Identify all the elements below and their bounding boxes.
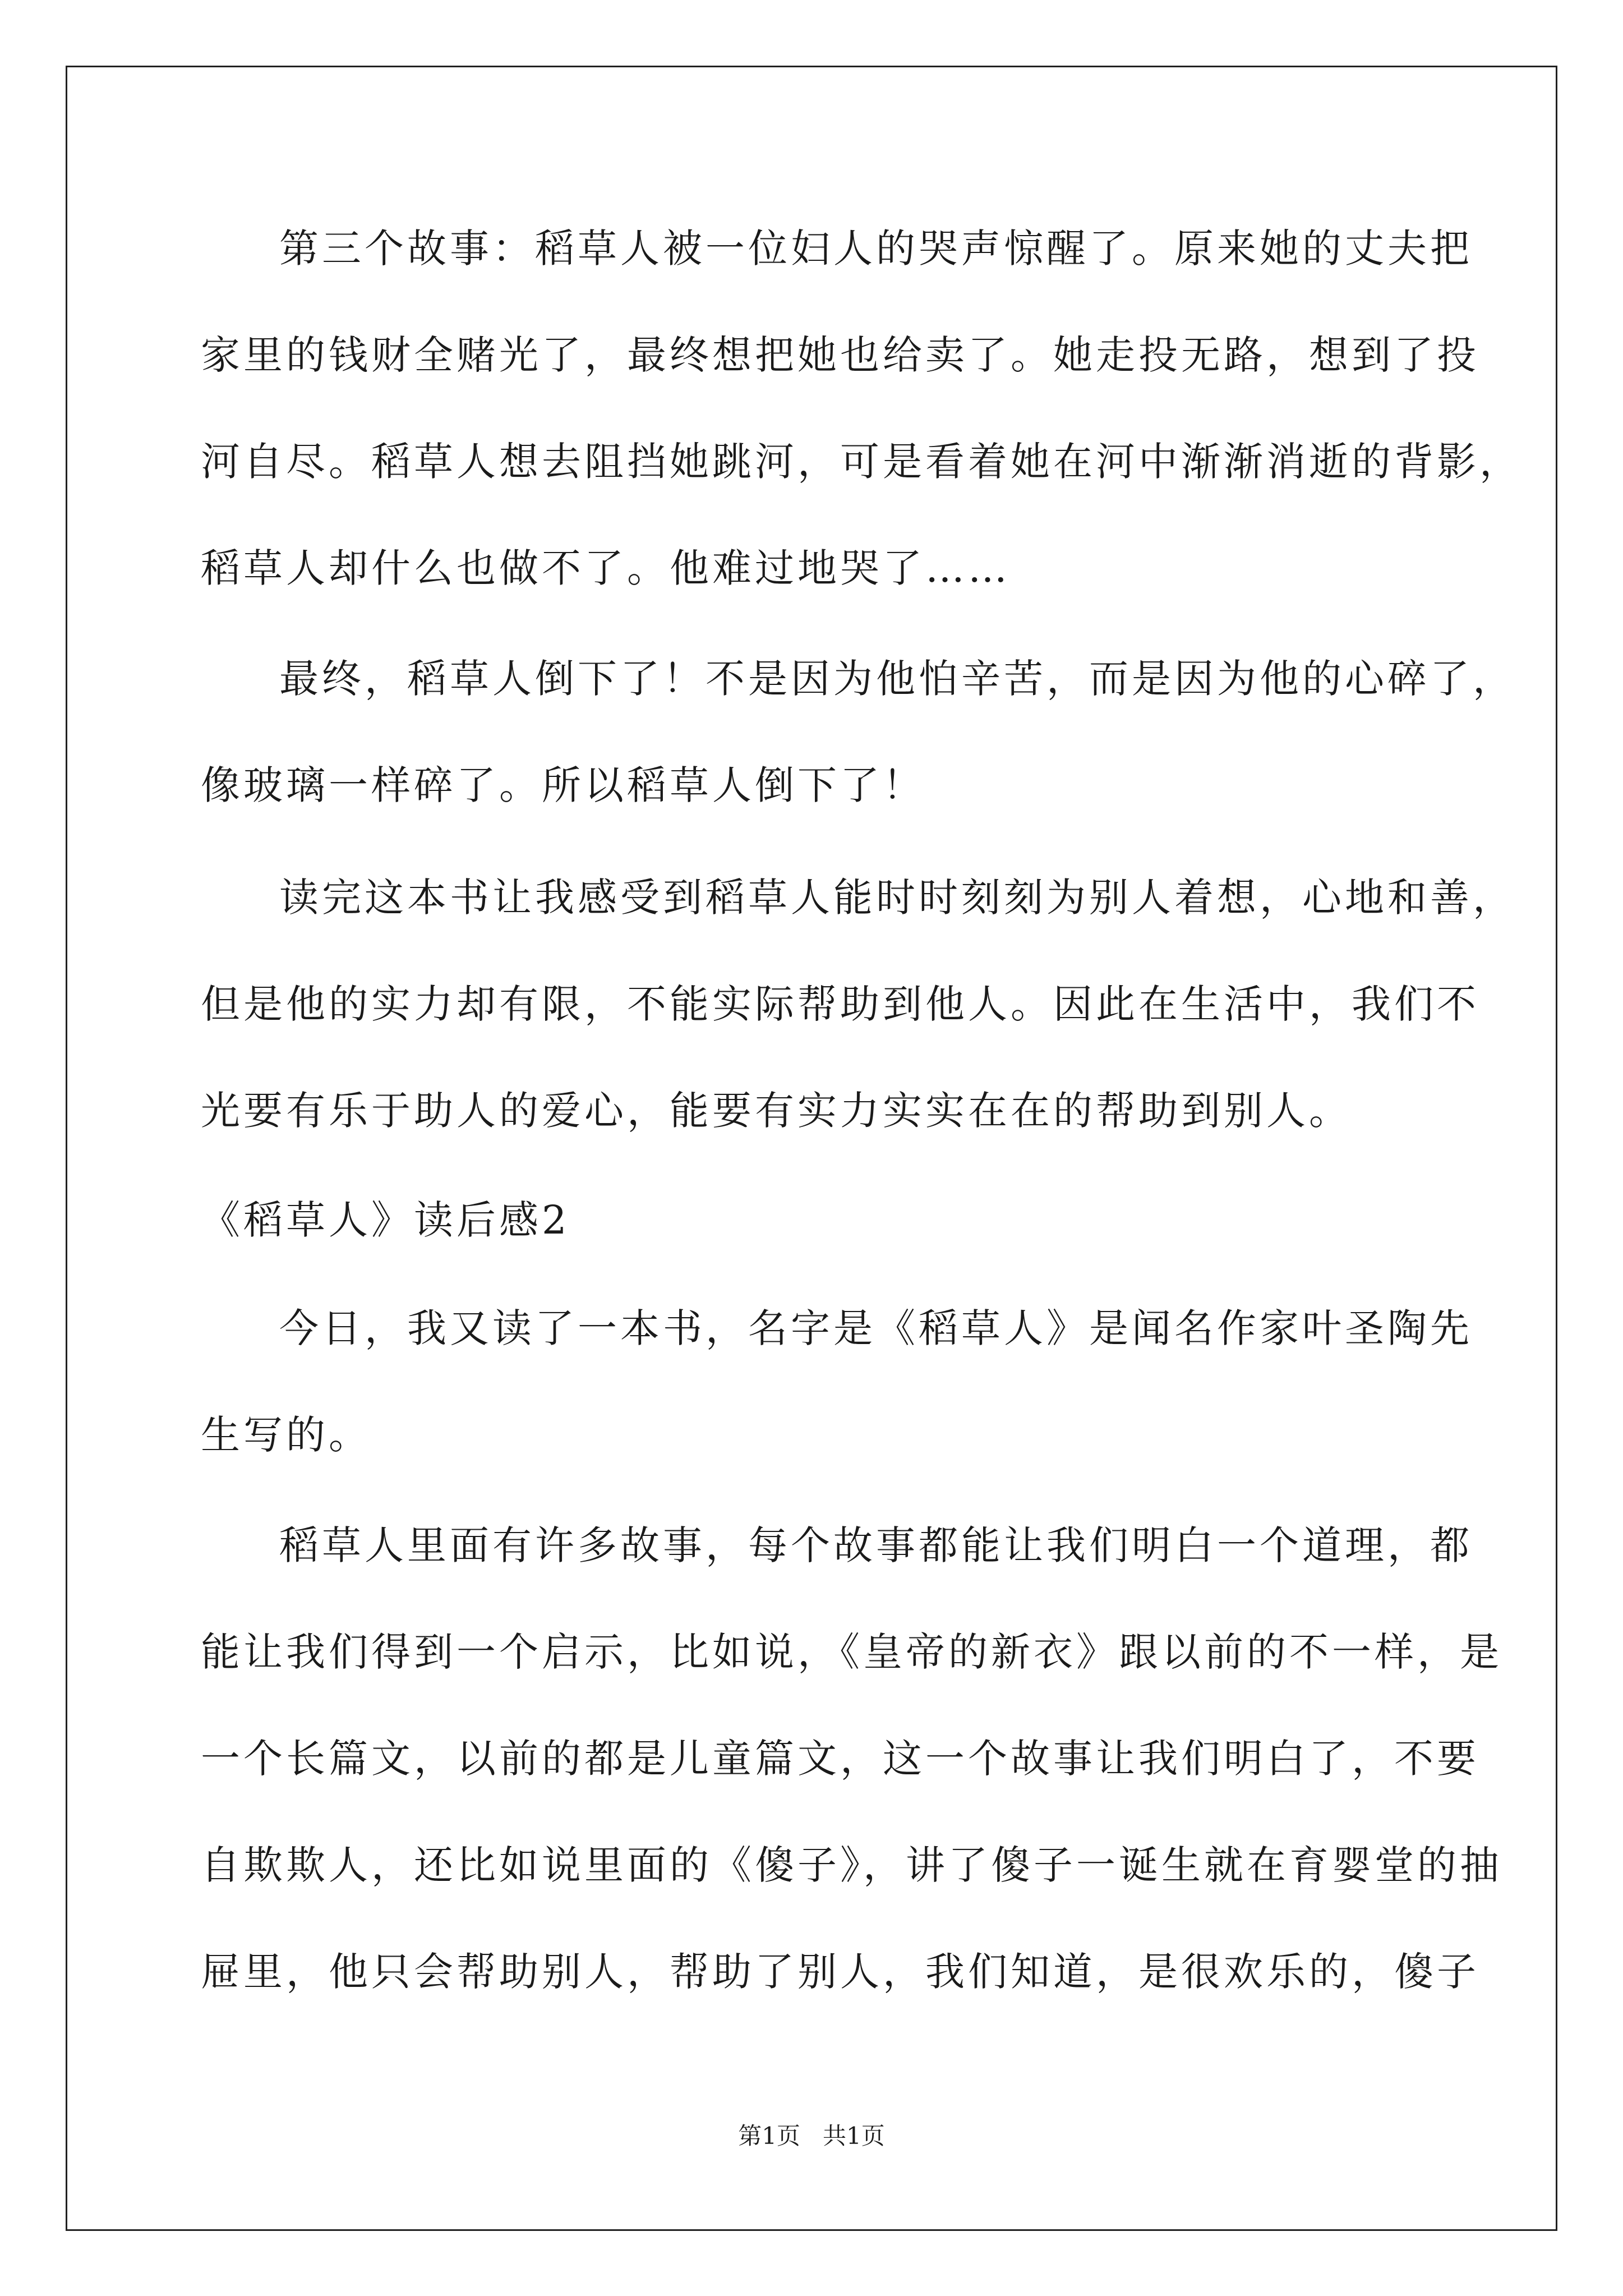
- paragraph-line-13: 稻草人里面有许多故事，每个故事都能让我们明白一个道理，都: [279, 1522, 1473, 1568]
- paragraph-line-3: 河自尽。稻草人想去阻挡她跳河，可是看着她在河中渐渐消逝的背影，: [201, 439, 1522, 485]
- paragraph-line-2: 家里的钱财全赌光了，最终想把她也给卖了。她走投无路，想到了投: [201, 332, 1479, 378]
- paragraph-line-15: 一个长篇文，以前的都是儿童篇文，这一个故事让我们明白了，不要: [201, 1736, 1479, 1782]
- paragraph-line-5: 最终，稻草人倒下了！不是因为他怕辛苦，而是因为他的心碎了，: [279, 656, 1515, 702]
- paragraph-line-14: 能让我们得到一个启示，比如说，《皇帝的新衣》跟以前的不一样，是: [201, 1629, 1502, 1675]
- section-heading: 《稻草人》读后感2: [201, 1197, 570, 1243]
- paragraph-line-17: 屉里，他只会帮助别人，帮助了别人，我们知道，是很欢乐的，傻子: [201, 1949, 1479, 1995]
- paragraph-line-16: 自欺欺人，还比如说里面的《傻子》，讲了傻子一诞生就在育婴堂的抽: [201, 1842, 1502, 1888]
- paragraph-line-11: 今日，我又读了一本书，名字是《稻草人》是闻名作家叶圣陶先: [279, 1305, 1473, 1351]
- paragraph-line-7: 读完这本书让我感受到稻草人能时时刻刻为别人着想，心地和善，: [279, 875, 1515, 921]
- paragraph-line-12: 生写的。: [201, 1412, 371, 1458]
- paragraph-line-8: 但是他的实力却有限，不能实际帮助到他人。因此在生活中，我们不: [201, 981, 1479, 1027]
- page-border: [66, 66, 1557, 2231]
- paragraph-line-6: 像玻璃一样碎了。所以稻草人倒下了！: [201, 762, 925, 808]
- paragraph-line-4: 稻草人却什么也做不了。他难过地哭了……: [201, 545, 1011, 591]
- paragraph-line-1: 第三个故事：稻草人被一位妇人的哭声惊醒了。原来她的丈夫把: [279, 226, 1473, 272]
- page-footer: 第1页 共1页: [738, 2122, 885, 2150]
- paragraph-line-9: 光要有乐于助人的爱心，能要有实力实实在在的帮助到别人。: [201, 1088, 1352, 1134]
